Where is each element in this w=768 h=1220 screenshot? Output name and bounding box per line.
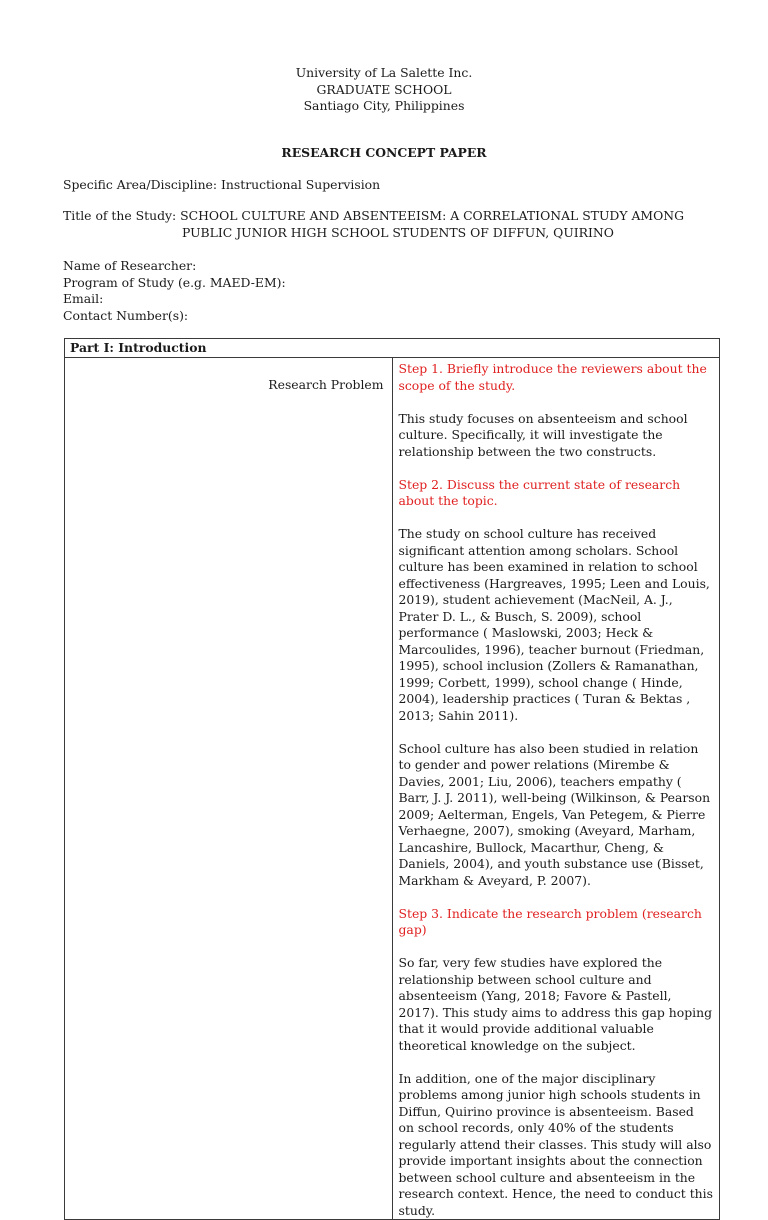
part-heading: Part I: Introduction [65,339,720,358]
institution-header [0,65,768,115]
school-location: Santiago City, Philippines [303,98,465,113]
researcher-info [63,258,286,324]
researcher-name-field: Name of Researcher: [63,258,197,273]
paragraph-research-gap: So far, very few studies have explored the relationship between school culture and absenteeism (Yang, 2018; Favore & Pastell, 2017). This study aims to address this gap hoping that it would provide additional valuable theoretical knowledge on the subject. [398,955,713,1053]
program-field: Program of Study (e.g. MAED-EM): [63,274,286,290]
document-title: RESEARCH CONCEPT PAPER [281,145,487,160]
step-1: Step 1. Briefly introduce the reviewers about the scope of the study. [398,361,707,393]
specific-area: Specific Area/Discipline: Instructional Supervision [63,177,381,192]
row-label: Research Problem [65,358,393,1220]
email-field: Email: [63,291,104,306]
study-title-line1: Title of the Study: SCHOOL CULTURE AND ABSENTEEISM: A CORRELATIONAL STUDY AMONG [63,208,684,223]
paragraph-scope: This study focuses on absenteeism and school culture. Specifically, it will investigate the relationship between the two constructs. [398,410,688,459]
paragraph-related-studies: School culture has also been studied in relation to gender and power relations (Mirembe & Davies, 2001; Liu, 2006), teachers empathy ( Barr, J. J. 2011), well-being (Wilkinson, & Pearson 2009; Aelterman, Engels, Van Petegem, & Pierre Verhaegne, 2007), smoking (Aveyard, Marham, Lancashire, Bullock, Macarthur, Cheng, & Daniels, 2004), and youth substance use (Bisset, Markham & Aveyard, P. 2007). [398,740,711,888]
research-problem-content [392,358,720,1220]
step-3: Step 3. Indicate the research problem (research gap) [398,905,702,937]
contact-field: Contact Number(s): [63,307,189,323]
school-name: GRADUATE SCHOOL [316,81,452,97]
paragraph-context: In addition, one of the major disciplinary problems among junior high schools students in Diffun, Quirino province is absenteeism. Based on school records, only 40% of the students regularly attend their classes. This study will also provide important insights about the connection between school culture and absenteeism in the research context. Hence, the need to conduct this study. [398,1070,713,1218]
step-2: Step 2. Discuss the current state of research about the topic. [398,476,681,508]
introduction-table [64,338,720,1220]
study-title-line2: PUBLIC JUNIOR HIGH SCHOOL STUDENTS OF DIFFUN, QUIRINO [182,225,614,240]
paragraph-current-research: The study on school culture has received significant attention among scholars. School culture has been examined in relation to school effectiveness (Hargreaves, 1995; Leen and Louis, 2019), student achievement (MacNeil, A. J., Prater D. L., & Busch, S. 2009), school performance ( Maslowski, 2003; Heck & Marcoulides, 1996), teacher burnout (Friedman, 1995), school inclusion (Zollers & Ramanathan, 1999; Corbett, 1999), school change ( Hinde, 2004), leadership practices ( Turan & Bektas , 2013; Sahin 2011). [398,526,710,723]
university-name: University of La Salette Inc. [295,65,473,80]
